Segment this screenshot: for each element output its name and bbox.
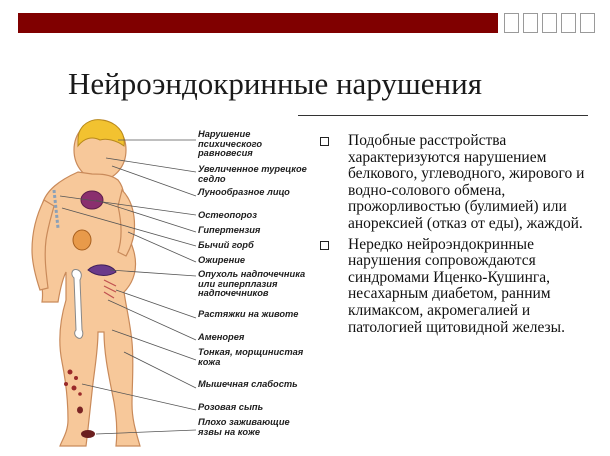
bullet-text: Подобные расстройства характеризуются нарушением белкового, углеводного, жирового и водно-солового обмена, прожорливостью (булимией) или анорексией (отказ от еды), жаждой. <box>348 132 585 232</box>
symptom-label: Лунообразное лицо <box>198 187 290 197</box>
body-silhouette <box>32 120 140 446</box>
square-bullet-icon <box>320 241 329 250</box>
decor-square <box>561 13 576 33</box>
bullet-item <box>320 133 598 233</box>
bullet-list <box>320 133 598 340</box>
symptom-label: Аменорея <box>198 332 245 342</box>
ulcer-icon <box>81 430 95 438</box>
slide-title: Нейроэндокринные нарушения <box>68 66 482 101</box>
bullet-text: Нередко нейроэндокринные нарушения сопровождаются синдромами Иценко-Кушинга, несахарным диабетом, ранним климаксом, акромегалией и патологией щитовидной железы. <box>348 235 565 336</box>
title-accent-bar <box>18 13 498 33</box>
symptom-label: Плохо заживающие язвы на коже <box>198 417 290 437</box>
decor-square <box>523 13 538 33</box>
bullet-item <box>320 237 598 337</box>
decor-square <box>580 13 595 33</box>
heart-icon <box>81 191 103 209</box>
symptom-label: Увеличенное турецкое седло <box>198 164 307 184</box>
symptom-label: Розовая сыпь <box>198 402 264 412</box>
symptom-label: Гипертензия <box>198 225 261 235</box>
symptom-label: Ожирение <box>198 255 246 265</box>
symptom-label: Нарушение психического равновесия <box>198 129 263 159</box>
decor-square <box>504 13 519 33</box>
symptom-label: Мышечная слабость <box>198 379 298 389</box>
symptom-label: Растяжки на животе <box>198 309 299 319</box>
symptom-label: Бычий горб <box>198 240 254 250</box>
symptom-label: Тонкая, морщинистая кожа <box>198 347 304 367</box>
symptom-label: Опухоль надпочечника или гиперплазия надпочечников <box>198 269 306 299</box>
title-underline <box>298 115 588 116</box>
symptom-label: Остеопороз <box>198 210 257 220</box>
square-bullet-icon <box>320 137 329 146</box>
decor-square <box>542 13 557 33</box>
